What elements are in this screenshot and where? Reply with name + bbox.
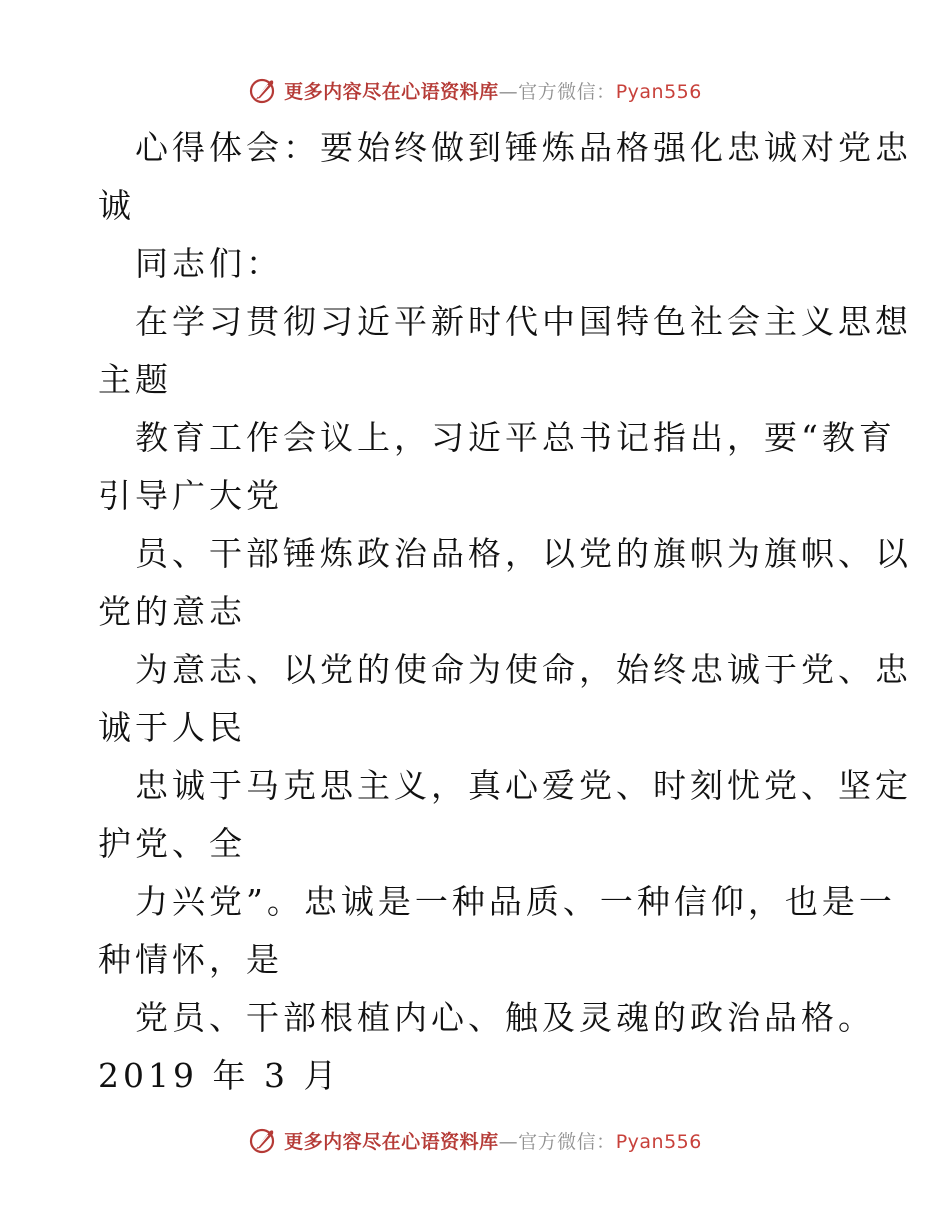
watermark-text xyxy=(284,1127,702,1154)
watermark-dash: — xyxy=(498,80,519,103)
watermark-account: Pyan556 xyxy=(615,80,702,103)
paragraph-line: 力兴党”。忠诚是一种品质、一种信仰，也是一 xyxy=(135,882,896,921)
watermark-wechat-label: 官方微信： xyxy=(518,80,616,103)
feather-pen-logo-icon xyxy=(248,1125,278,1155)
paragraph-line: 护党、全 xyxy=(98,824,246,863)
paragraph-line: 党的意志 xyxy=(98,592,246,631)
watermark-wechat-label: 官方微信： xyxy=(518,1130,616,1153)
document-title-line-1: 心得体会：要始终做到锤炼品格强化忠诚对党忠 xyxy=(135,128,912,167)
watermark-prefix: 更多内容尽在心语资料库 xyxy=(284,80,499,103)
paragraph-line: 诚于人民 xyxy=(98,708,246,747)
watermark-prefix: 更多内容尽在心语资料库 xyxy=(284,1130,499,1153)
paragraph-line: 主题 xyxy=(98,360,172,399)
paragraph-line: 种情怀，是 xyxy=(98,940,283,979)
paragraph-line: 忠诚于马克思主义，真心爱党、时刻忧党、坚定 xyxy=(135,766,912,805)
paragraph-line: 引导广大党 xyxy=(98,476,283,515)
paragraph-line: 在学习贯彻习近平新时代中国特色社会主义思想 xyxy=(135,302,912,341)
paragraph-line: 员、干部锤炼政治品格，以党的旗帜为旗帜、以 xyxy=(135,534,912,573)
watermark-account: Pyan556 xyxy=(615,1130,702,1153)
watermark-dash: — xyxy=(498,1130,519,1153)
paragraph-line: 党员、干部根植内心、触及灵魂的政治品格。 xyxy=(135,998,875,1037)
bottom-watermark-banner xyxy=(0,1122,950,1158)
date-line: 2019 年 3 月 xyxy=(98,1056,341,1095)
salutation: 同志们： xyxy=(135,244,283,283)
paragraph-line: 教育工作会议上，习近平总书记指出，要“教育 xyxy=(135,418,896,457)
paragraph-line: 为意志、以党的使命为使命，始终忠诚于党、忠 xyxy=(135,650,912,689)
document-title-line-2: 诚 xyxy=(98,186,135,225)
